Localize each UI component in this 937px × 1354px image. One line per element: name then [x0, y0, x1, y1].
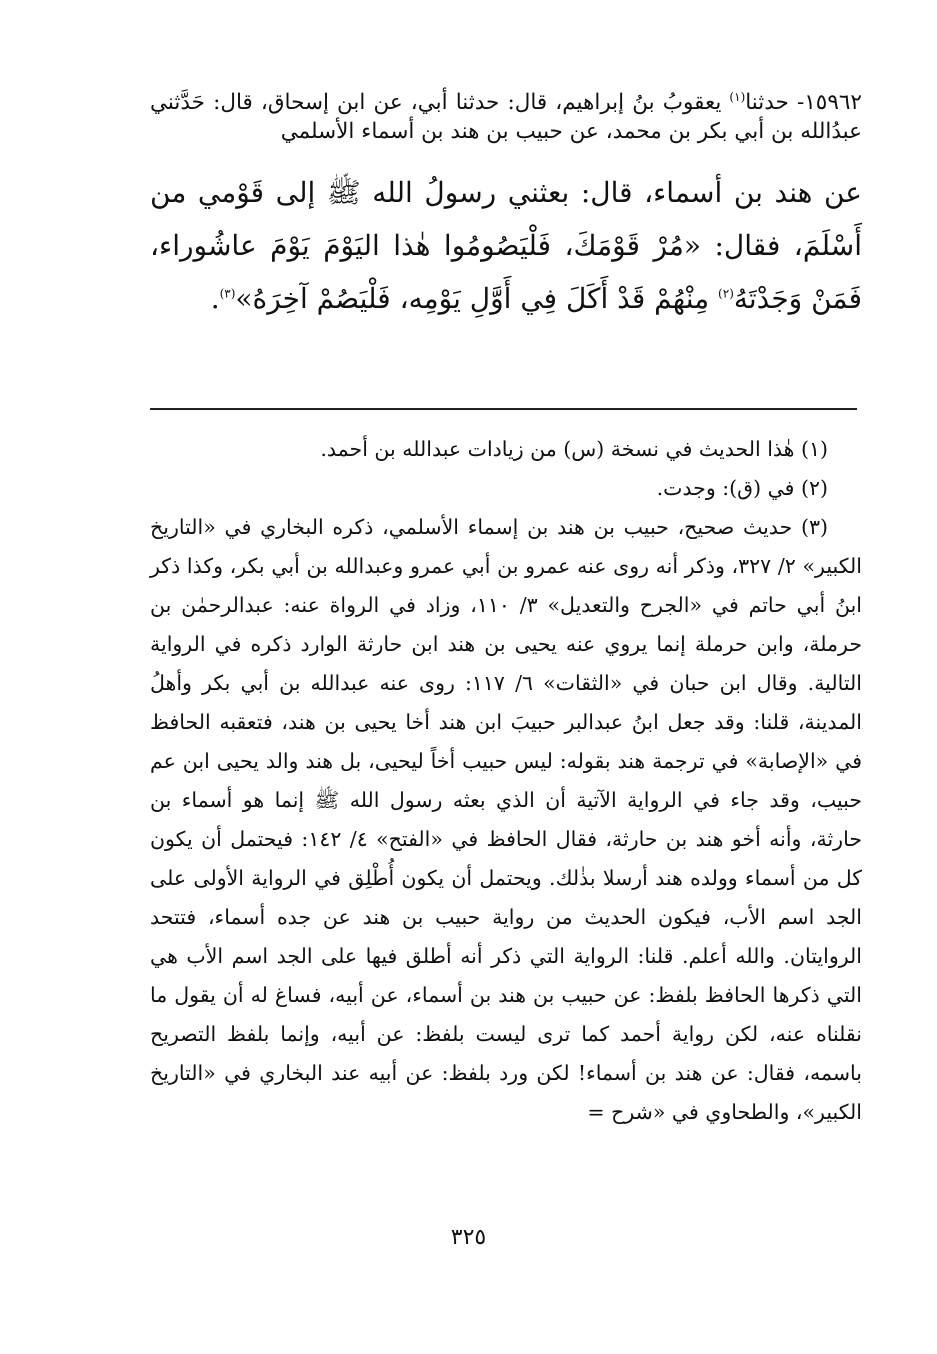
- footnote-2: (٢) في (ق): وجدت.: [656, 476, 828, 500]
- hadith-matn: [150, 166, 862, 325]
- isnad-start: ١٥٩٦٢- حدثنا: [745, 90, 862, 115]
- hadith-isnad: [150, 88, 862, 146]
- footnote-marker-3: (٣): [219, 286, 236, 301]
- matn-end: .: [210, 282, 220, 315]
- page-number: ٣٢٥: [450, 1225, 487, 1250]
- footnote-divider: [150, 408, 857, 410]
- footnotes: [150, 430, 862, 1132]
- footnote-3: (٣) حديث صحيح، حبيب بن هند بن إسماء الأسلمي، ذكره البخاري في «التاريخ الكبير» ٢/ ٣٢٧، وذكر أنه روى عنه عمرو بن أبي عمرو وعبدالله بن أبي بكر، وكذا ذكر ابنُ أبي حاتم في «الجرح والتعديل» ٣/ ١١٠، وزاد في الرواة عنه: عبدالرحمٰن بن حرملة، وابن حرملة إنما يروي عنه يحيى بن هند ابن حارثة الوارد ذكره في الرواية التالية. وقال ابن حبان في «الثقات» ٦/ ١١٧: روى عنه عبدالله بن أبي بكر وأهلُ المدينة، قلنا: وقد جعل ابنُ عبدالبر حبيبَ ابن هند أخا يحيى بن هند، فتعقبه الحافظ في «الإصابة» في ترجمة هند بقوله: ليس حبيب أخاً ليحيى، بل هند والد يحيى ابن عم حبيب، وقد جاء في الرواية الآتية أن الذي بعثه رسول الله ﷺ إنما هو أسماء بن حارثة، وأنه أخو هند بن حارثة، فقال الحافظ في «الفتح» ٤/ ١٤٢: فيحتمل أن يكون كل من أسماء وولده هند أرسلا بذٰلك. ويحتمل أن يكون أُطْلِق في الرواية الأولى على الجد اسم الأب، فيكون الحديث من رواية حبيب بن هند عن جده أسماء، فتتحد الروايتان. والله أعلم. قلنا: الرواية التي ذكر أنه أطلق فيها على الجد اسم الأب هي التي ذكرها الحافظ بلفظ: عن حبيب بن هند بن أسماء، عن أبيه، فساغ له أن يقول ما نقلناه عنه، لكن رواية أحمد كما ترى ليست بلفظ: عن أبيه، وإنما بلفظ التصريح باسمه، فقال: عن هند بن أسماء! لكن ورد بلفظ: عن أبيه عند البخاري في «التاريخ الكبير»، والطحاوي في «شرح =: [150, 515, 862, 1124]
- footnote-marker-1: (١): [729, 89, 746, 104]
- isnad-rest: يعقوبُ بنُ إبراهيم، قال: حدثنا أبي، عن ابن إسحاق، قال: حَدَّثني عبدُالله بن أبي بكر بن محمد، عن حبيب بن هند بن أسماء الأسلمي: [150, 90, 862, 144]
- footnote-1: (١) هٰذا الحديث في نسخة (س) من زيادات عبدالله بن أحمد.: [320, 437, 828, 461]
- footnote-marker-2: (٢): [718, 286, 734, 301]
- matn-start: عن هند بن أسماء، قال: بعثني رسولُ الله ﷺ إلى قَوْمي من أَسْلَمَ، فقال: «مُرْ قَوْمَكَ، فَلْيَصُومُوا هٰذا اليَوْمَ يَوْمَ عاشُوراء، فَمَنْ وَجَدْتَهُ: [150, 176, 862, 315]
- hadith-block: [150, 88, 862, 325]
- matn-rest: مِنْهُمْ قَدْ أَكَلَ فِي أَوَّلِ يَوْمِه، فَلْيَصُمْ آخِرَهُ»: [235, 282, 719, 315]
